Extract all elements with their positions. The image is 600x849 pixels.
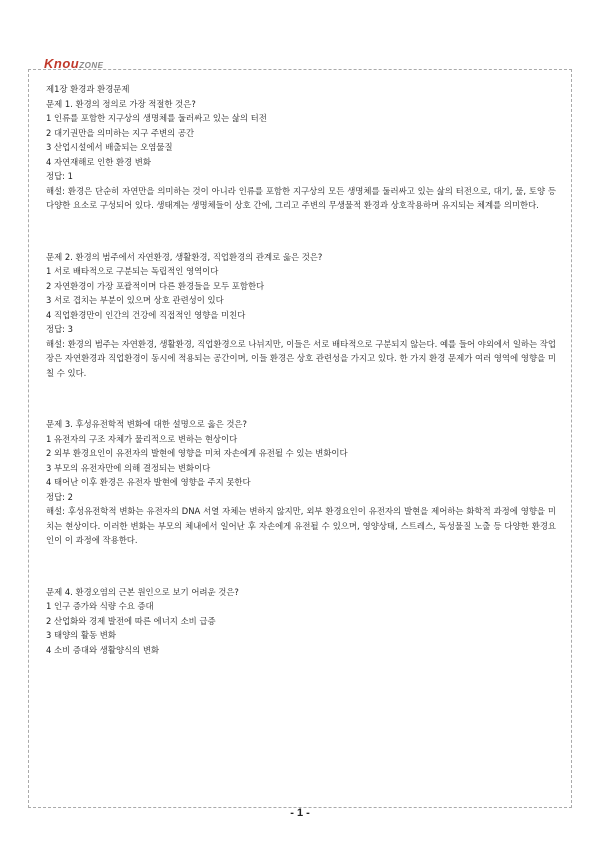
option-1: 1 유전자의 구조 자체가 물리적으로 변하는 현상이다 [46, 433, 238, 444]
explanation-text: 해설: 환경의 범주는 자연환경, 생활환경, 직업환경으로 나뉘지만, 이들은 서로 배타적으로 구분되지 않는다. 예를 들어 야외에서 일하는 작업장은 자연환경과 직업환경이 동시에 적용되는 공간이며, 이들 환경은 상호 관련성을 가지고 있다. 한 가지 환경 문제가 여러 영역에 영향을 미칠 수 있다. [46, 338, 556, 378]
option-4: 4 직업환경만이 인간의 건강에 직접적인 영향을 미친다 [46, 309, 246, 320]
answer-text: 정답: 1 [46, 171, 73, 181]
question-block-2 [46, 250, 556, 381]
question-text: 문제 1. 환경의 정의로 가장 적절한 것은? [46, 98, 196, 109]
question-block-4 [46, 585, 556, 658]
option-3: 3 산업시설에서 배출되는 오염물질 [46, 142, 173, 152]
option-2: 2 외부 환경요인이 유전자의 발현에 영향을 미쳐 자손에게 유전될 수 있는 변화이다 [46, 448, 348, 458]
explanation-text: 해설: 후성유전학적 변화는 유전자의 DNA 서열 자체는 변하지 않지만, 외부 환경요인이 유전자의 발현을 제어하는 화학적 과정에 영향을 미치는 현상이다. 이러한 변화는 부모의 체내에서 일어난 후 자손에게 유전될 수 있으며, 영양상태, 스트레스, 독성물질 노출 등 다양한 환경요인이 이 과정에 작용한다. [46, 506, 556, 545]
option-4: 4 소비 증대와 생활양식의 변화 [46, 644, 160, 655]
chapter-title: 제1장 환경과 환경문제 [46, 84, 130, 94]
document-body [46, 82, 556, 657]
option-1: 1 인류를 포함한 지구상의 생명체를 둘러싸고 있는 삶의 터전 [46, 113, 267, 123]
answer-text: 정답: 3 [46, 324, 73, 334]
answer-text: 정답: 2 [46, 491, 73, 502]
question-block-3 [46, 417, 556, 548]
option-2: 2 산업화와 경제 발전에 따른 에너지 소비 급증 [46, 615, 216, 626]
question-text: 문제 3. 후성유전학적 변화에 대한 설명으로 옳은 것은? [46, 419, 247, 429]
question-text: 문제 4. 환경오염의 근본 원인으로 보기 어려운 것은? [46, 586, 239, 597]
page-number: - 1 - [290, 807, 310, 819]
question-text: 문제 2. 환경의 범주에서 자연환경, 생활환경, 직업환경의 관계로 옳은 것은? [46, 251, 323, 262]
option-2: 2 자연환경이 가장 포괄적이며 다른 환경들을 모두 포함한다 [46, 280, 265, 291]
option-1: 1 인구 증가와 식량 수요 증대 [46, 601, 154, 611]
explanation-text: 해설: 환경은 단순히 자연만을 의미하는 것이 아니라 인류를 포함한 지구상의 모든 생명체를 둘러싸고 있는 삶의 터전으로, 대기, 물, 토양 등 다양한 요소로 구성되어 있다. 생태계는 생명체들이 상호 간에, 그리고 주변의 무생물적 환경과 상호작용하며 유지되는 체계를 의미한다. [46, 185, 556, 210]
option-2: 2 대기권만을 의미하는 지구 주변의 공간 [46, 127, 195, 138]
option-4: 4 자연재해로 인한 환경 변화 [46, 156, 151, 167]
option-3: 3 서로 겹치는 부분이 있으며 상호 관련성이 있다 [46, 295, 224, 305]
question-block-1 [46, 97, 556, 213]
option-3: 3 태양의 활동 변화 [46, 630, 116, 640]
option-3: 3 부모의 유전자만에 의해 결정되는 변화이다 [46, 462, 211, 473]
option-4: 4 태어난 이후 환경은 유전자 발현에 영향을 주지 못한다 [46, 477, 251, 487]
knouzone-logo: KnouZONE [44, 56, 104, 71]
option-1: 1 서로 배타적으로 구분되는 독립적인 영역이다 [46, 266, 219, 276]
